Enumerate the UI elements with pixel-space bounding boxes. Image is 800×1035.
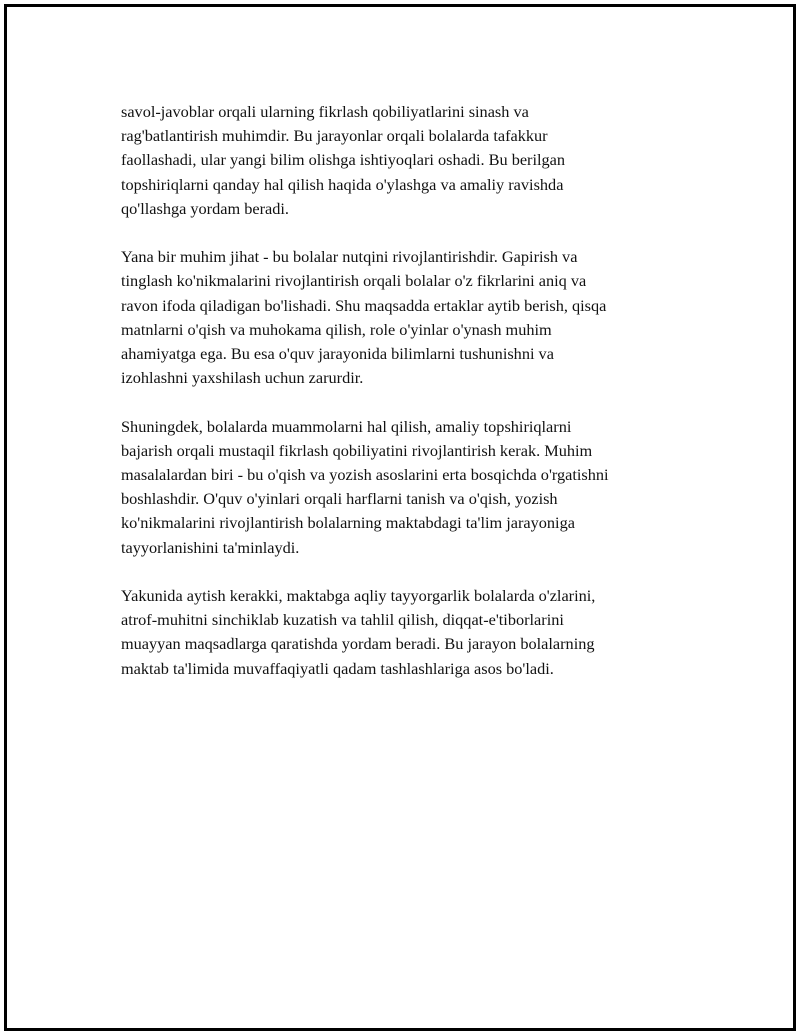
paragraph-1 <box>121 100 691 221</box>
text-line: izohlashni yaxshilash uchun zarurdir. <box>121 368 364 388</box>
text-line: qo'llashga yordam beradi. <box>121 198 289 218</box>
text-line: matnlarni o'qish va muhokama qilish, role o'yinlar o'ynash muhim <box>121 319 552 339</box>
text-line: ravon ifoda qiladigan bo'lishadi. Shu maqsadda ertaklar aytib berish, qisqa <box>121 295 607 315</box>
text-line: Yakunida aytish kerakki, maktabga aqliy tayyorgarlik bolalarda o'zlarini, <box>121 586 596 606</box>
text-line: tayyorlanishini ta'minlaydi. <box>121 537 300 557</box>
text-line: atrof-muhitni sinchiklab kuzatish va tahlil qilish, diqqat-e'tiborlarini <box>121 610 564 630</box>
text-line: ahamiyatga ega. Bu esa o'quv jarayonida bilimlarni tushunishni va <box>121 344 554 364</box>
paragraph-3 <box>121 415 691 560</box>
document-body <box>121 100 691 705</box>
text-line: topshiriqlarni qanday hal qilish haqida o'ylashga va amaliy ravishda <box>121 174 564 194</box>
text-line: bajarish orqali mustaqil fikrlash qobiliyatini rivojlantirish kerak. Muhim <box>121 440 593 460</box>
text-line: tinglash ko'nikmalarini rivojlantirish orqali bolalar o'z fikrlarini aniq va <box>121 271 587 291</box>
paragraph-4 <box>121 584 691 681</box>
text-line: savol-javoblar orqali ularning fikrlash qobiliyatlarini sinash va <box>121 102 529 121</box>
text-line: maktab ta'limida muvaffaqiyatli qadam tashlashlariga asos bo'ladi. <box>121 658 554 678</box>
text-line: Yana bir muhim jihat - bu bolalar nutqini rivojlantirishdir. Gapirish va <box>121 247 578 267</box>
text-line: ko'nikmalarini rivojlantirish bolalarning maktabdagi ta'lim jarayoniga <box>121 513 575 533</box>
text-line: muayyan maqsadlarga qaratishda yordam beradi. Bu jarayon bolalarning <box>121 634 595 654</box>
paragraph-2 <box>121 245 691 390</box>
text-line: rag'batlantirish muhimdir. Bu jarayonlar orqali bolalarda tafakkur <box>121 126 548 146</box>
text-line: masalalardan biri - bu o'qish va yozish asoslarini erta bosqichda o'rgatishni <box>121 465 609 485</box>
text-line: boshlashdir. O'quv o'yinlari orqali harflarni tanish va o'qish, yozish <box>121 489 558 509</box>
text-line: faollashadi, ular yangi bilim olishga ishtiyoqlari oshadi. Bu berilgan <box>121 150 566 170</box>
text-line: Shuningdek, bolalarda muammolarni hal qilish, amaliy topshiriqlarni <box>121 416 572 436</box>
document-page <box>4 4 796 1031</box>
